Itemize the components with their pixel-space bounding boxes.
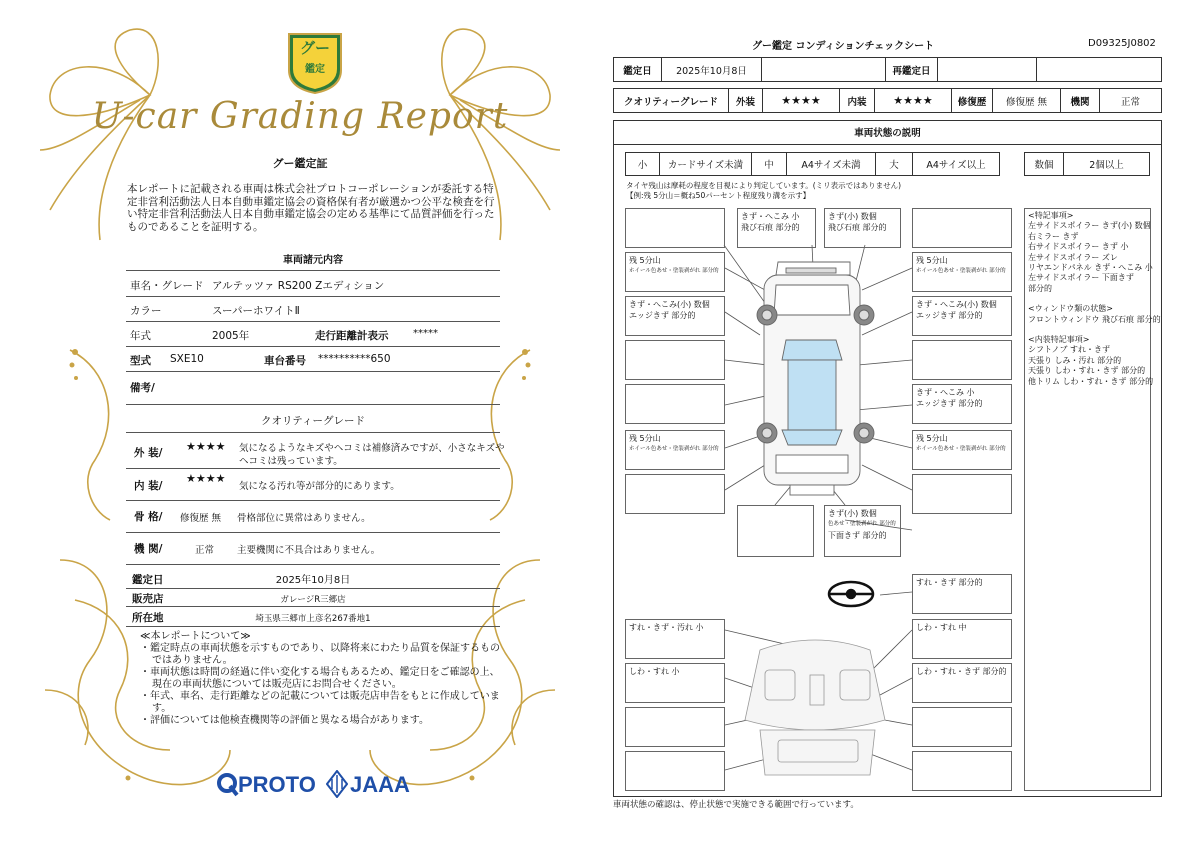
exterior-stars: ★★★★ — [186, 440, 226, 453]
model-label: 型式 — [130, 355, 151, 367]
repair-history-label: 修復歴 — [951, 88, 993, 113]
certificate-subtitle: グー鑑定証 — [272, 157, 328, 170]
quality-grade-label: クオリティーグレード — [613, 88, 729, 113]
condition-box: きず・へこみ 小 エッジきず 部分的 — [912, 384, 1012, 424]
legend-mid-desc: A4サイズ未満 — [786, 152, 876, 176]
report-notes — [140, 631, 500, 727]
note-item: ・車両状態は時間の経過に伴い変化する場合もあるため、鑑定日をご確認の上、現在の車両状態については販売店にお問合せください。 — [140, 667, 500, 690]
legend-small-desc: カードサイズ未満 — [659, 152, 752, 176]
condition-box: きず(小) 数個 色あせ・塗装剥がれ 部分的 下面きず 部分的 — [824, 505, 901, 557]
condition-box — [625, 474, 725, 514]
name-label: 車名・グレード — [130, 280, 204, 292]
mileage-value: ***** — [413, 328, 438, 339]
report-title: U-car Grading Report — [91, 96, 509, 137]
dealer-value: ガレージR三郷店 — [280, 595, 346, 605]
engine-label: 機 関/ — [134, 543, 163, 555]
legend-large-desc: A4サイズ以上 — [912, 152, 1000, 176]
model-value: SXE10 — [170, 353, 204, 365]
frame-value: 修復歴 無 — [180, 513, 222, 524]
condition-box: きず・へこみ 小 飛び石痕 部分的 — [737, 208, 816, 248]
interior-stars: ★★★★ — [186, 472, 226, 485]
inspection-date-label: 鑑定日 — [613, 57, 662, 82]
condition-box — [625, 208, 725, 248]
exterior-label-r: 外装 — [728, 88, 763, 113]
note-item: ・評価については他検査機関等の評価と異なる場合があります。 — [140, 715, 429, 726]
legend-mid: 中 — [751, 152, 787, 176]
condition-box — [625, 384, 725, 424]
name-value: アルテッツァ RS200 Zエディション — [212, 280, 385, 292]
exterior-text-1: 気になるようなキズやヘコミは補修済みですが、小さなキズや — [239, 443, 505, 454]
chassis-value: **********650 — [318, 353, 391, 365]
condition-box: 残 5分山 ホイール色あせ・塗装剥がれ 部分的 — [625, 252, 725, 292]
condition-box: すれ・きず・汚れ 小 — [625, 619, 725, 659]
interior-label: 内 装/ — [134, 480, 163, 492]
color-label: カラー — [130, 305, 162, 317]
mileage-label: 走行距離計表示 — [315, 330, 389, 342]
dealer-label: 販売店 — [132, 593, 164, 605]
exterior-stars-r: ★★★★ — [762, 88, 840, 113]
condition-box — [625, 707, 725, 747]
interior-label-r: 内装 — [839, 88, 875, 113]
condition-box — [912, 707, 1012, 747]
legend-count-desc: 2個以上 — [1063, 152, 1150, 176]
year-value: 2005年 — [212, 330, 250, 342]
year-label: 年式 — [130, 330, 151, 342]
condition-box: 残 5分山 ホイール色あせ・塗装剥がれ 部分的 — [912, 430, 1012, 470]
special-notes-panel: <特記事項> 左サイドスポイラー きず(小) 数個 右ミラー きず 右サイドスポイラー きず 小 左サイドスポイラー ズレ リヤエンドパネル きず・へこみ 小 左サイドスポイラー 下面きず 部分的 <ウィンドウ類の状態> フロントウィンドウ 飛び石痕 部分的 <内装特記事項> シフトノブ すれ・きず 天張り しみ・汚れ 部分的 天張り しわ・すれ・きず 部分的 他トリム しわ・すれ・きず 部分的 — [1024, 208, 1151, 791]
color-value: スーパーホワイトⅡ — [212, 305, 300, 317]
inspection-date-value: 2025年10月8日 — [661, 57, 762, 82]
condition-box — [912, 751, 1012, 791]
engine-text: 主要機関に不具合はありません。 — [237, 545, 381, 556]
note-item: ・年式、車名、走行距離などの記載については販売店申告をもとに作成しています。 — [140, 691, 500, 714]
jaaa-logo-icon — [326, 770, 348, 798]
address-label: 所在地 — [132, 612, 164, 624]
condition-box: 残 5分山 ホイール色あせ・塗装剥がれ 部分的 — [625, 430, 725, 470]
spec-heading: 車両諸元内容 — [283, 255, 343, 266]
date-value: 2025年10月8日 — [275, 575, 351, 586]
tire-note-1: タイヤ残山は摩耗の程度を目視により判定しています。(ミリ表示ではありません) — [626, 181, 902, 190]
interior-stars-r: ★★★★ — [874, 88, 952, 113]
engine-label-r: 機関 — [1060, 88, 1100, 113]
condition-box: 残 5分山 ホイール色あせ・塗装剥がれ 部分的 — [912, 252, 1012, 292]
interior-text: 気になる汚れ等が部分的にあります。 — [239, 481, 400, 492]
logo-subtext: 鑑定 — [305, 64, 325, 75]
engine-value: 正常 — [195, 545, 215, 556]
exterior-text-2: ヘコミは残っています。 — [239, 456, 343, 467]
condition-box — [737, 505, 814, 557]
footer-note: 車両状態の確認は、停止状態で実施できる範囲で行っています。 — [613, 800, 859, 810]
frame-label: 骨 格/ — [134, 511, 163, 523]
condition-box: きず・へこみ(小) 数個 エッジきず 部分的 — [625, 296, 725, 336]
remarks-label: 備考/ — [130, 382, 155, 394]
logo-text: グー — [299, 39, 330, 57]
notes-title: ≪本レポートについて≫ — [140, 631, 251, 642]
condition-box — [912, 340, 1012, 380]
condition-box: きず・へこみ(小) 数個 エッジきず 部分的 — [912, 296, 1012, 336]
sheet-title: グー鑑定 コンディションチェックシート — [752, 41, 935, 52]
certificate-text: 本レポートに記載される車両は株式会社プロトコーポレーションが委託する特定非営利活動法人日本自動車鑑定協会の資格保有者が厳選かつ公平な検査を行い特定非営利活動法人日本自動車鑑定協会の定める基準にて品質評価を行ったものであることを証明する。 — [127, 183, 495, 233]
chassis-label: 車台番号 — [264, 355, 306, 367]
section-title: 車両状態の説明 — [613, 120, 1162, 145]
reinspection-date-label: 再鑑定日 — [885, 57, 938, 82]
repair-history-value: 修復歴 無 — [992, 88, 1061, 113]
condition-box: しわ・すれ 小 — [625, 663, 725, 703]
condition-box: すれ・きず 部分的 — [912, 574, 1012, 614]
jaaa-logo-text: JAAA — [350, 772, 410, 797]
document-id: D09325J0802 — [1088, 38, 1156, 49]
legend-small: 小 — [625, 152, 660, 176]
address-value: 埼玉県三郷市上彦名267番地1 — [255, 614, 371, 624]
quality-heading: クオリティーグレード — [261, 415, 365, 427]
proto-logo-text: PROTO — [238, 772, 316, 797]
condition-box: しわ・すれ・きず 部分的 — [912, 663, 1012, 703]
condition-box: しわ・すれ 中 — [912, 619, 1012, 659]
condition-box: きず(小) 数個 飛び石痕 部分的 — [824, 208, 901, 248]
legend-count: 数個 — [1024, 152, 1064, 176]
condition-box — [625, 751, 725, 791]
condition-box — [912, 474, 1012, 514]
tire-note-2: 【例:残 5分山＝概ね50パーセント程度残り溝を示す】 — [626, 191, 811, 200]
exterior-label: 外 装/ — [134, 447, 163, 459]
condition-box — [625, 340, 725, 380]
legend-large: 大 — [875, 152, 913, 176]
proto-logo-icon — [216, 772, 240, 798]
frame-text: 骨格部位に異常はありません。 — [237, 513, 371, 524]
note-item: ・鑑定時点の車両状態を示すものであり、以降将来にわたり品質を保証するものではありません。 — [140, 643, 500, 666]
engine-value-r: 正常 — [1099, 88, 1162, 113]
condition-box — [912, 208, 1012, 248]
date-label: 鑑定日 — [132, 574, 164, 586]
